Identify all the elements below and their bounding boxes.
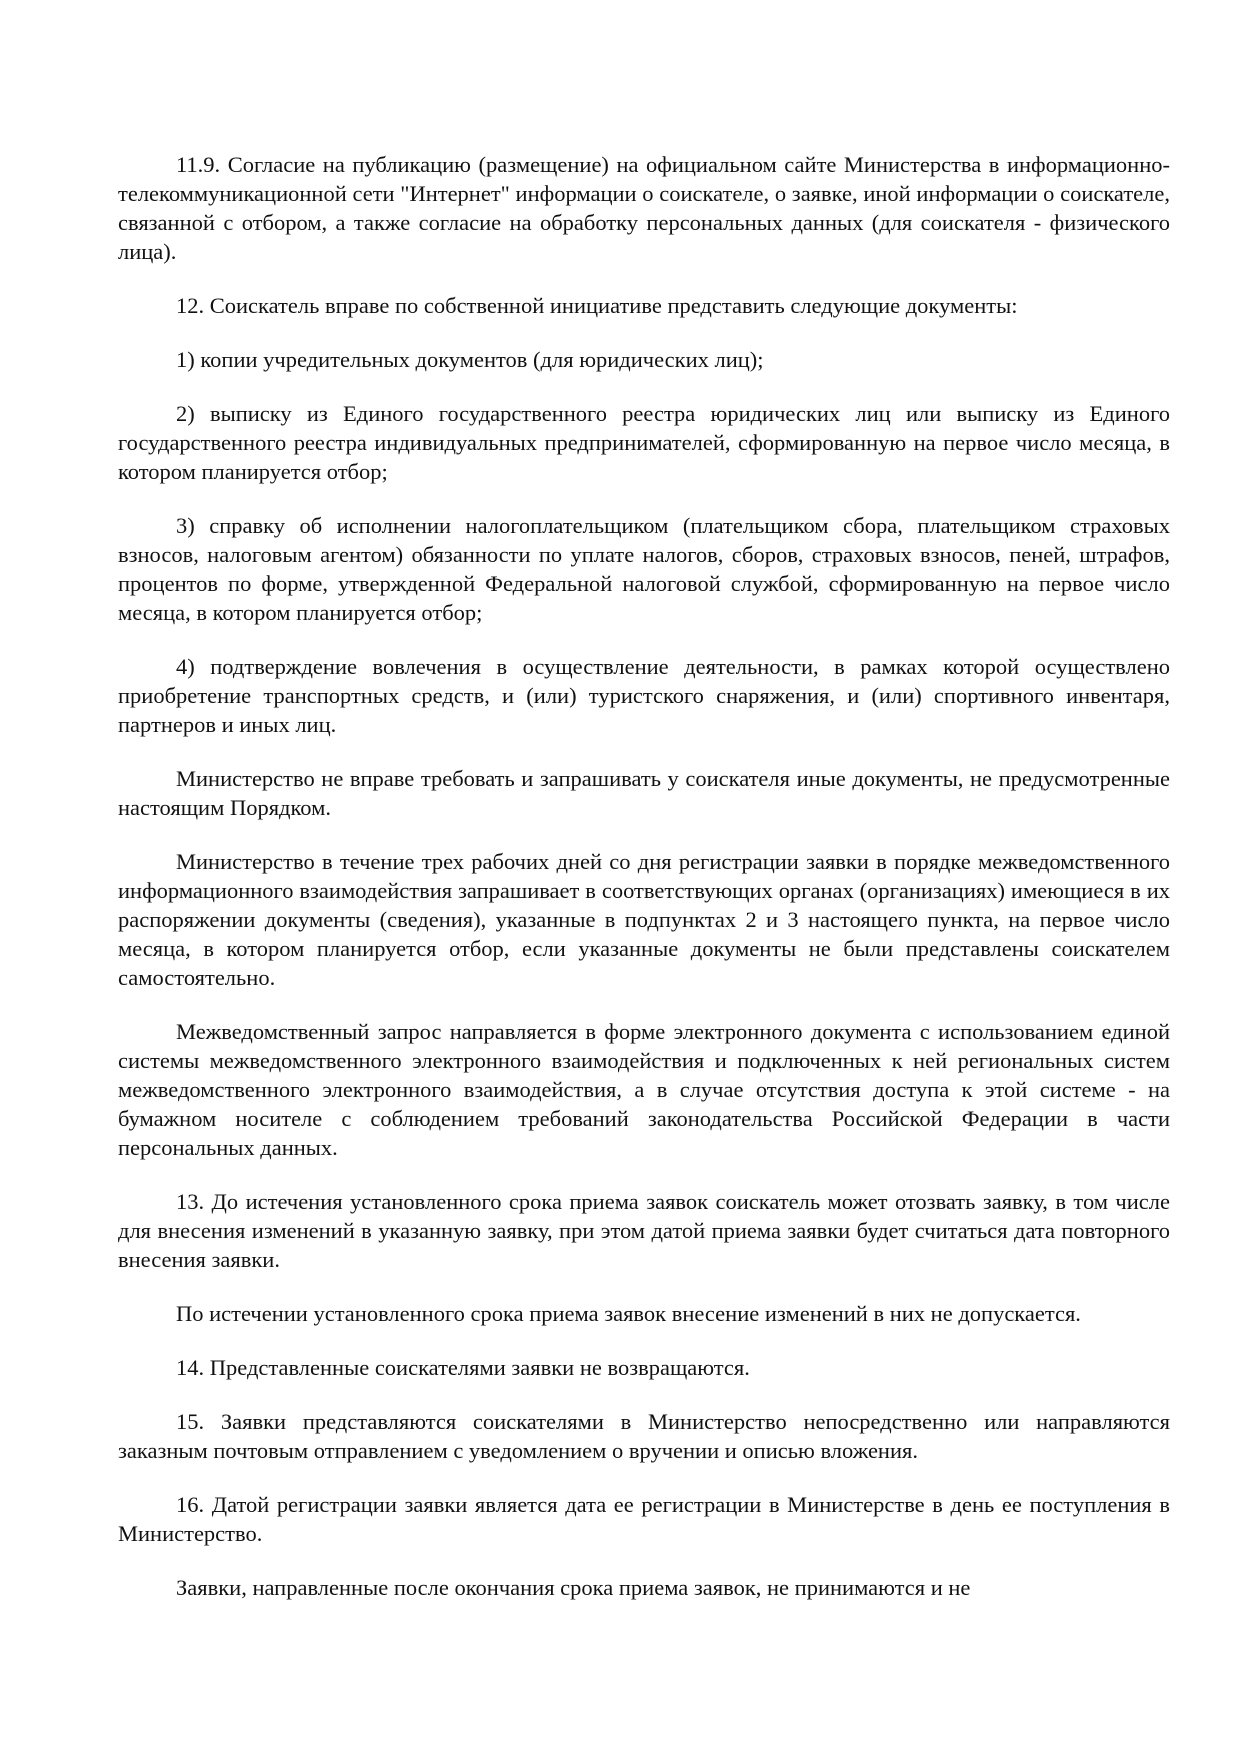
paragraph-13-no-changes: По истечении установленного срока приема заявок внесение изменений в них не допускается.: [176, 1301, 1081, 1326]
paragraph-11-9: 11.9. Согласие на публикацию (размещение) на официальном сайте Министерства в информационно-телекоммуникационной сети "Интернет" информации о соискателе, о заявке, иной информации о соискателе, связанной с отбором, а также согласие на обработку персональных данных (для соискателя - физического лица).: [118, 152, 1170, 264]
paragraph-late-applications: Заявки, направленные после окончания срока приема заявок, не принимаются и не: [176, 1575, 971, 1600]
paragraph-ministry-restriction: Министерство не вправе требовать и запрашивать у соискателя иные документы, не предусмотренные настоящим Порядком.: [118, 766, 1170, 820]
paragraph-12-item-3: 3) справку об исполнении налогоплательщиком (плательщиком сбора, плательщиком страховых взносов, налоговым агентом) обязанности по уплате налогов, сборов, страховых взносов, пеней, штрафов, процентов по форме, утвержденной Федеральной налоговой службой, сформированную на первое число месяца, в котором планируется отбор;: [118, 513, 1170, 625]
document-page: [118, 150, 1170, 1602]
paragraph-interagency-request: Межведомственный запрос направляется в форме электронного документа с использованием единой системы межведомственного электронного взаимодействия и подключенных к ней региональных систем межведомственного электронного взаимодействия, а в случае отсутствия доступа к этой системе - на бумажном носителе с соблюдением требований законодательства Российской Федерации в части персональных данных.: [118, 1019, 1170, 1160]
paragraph-15: 15. Заявки представляются соискателями в Министерство непосредственно или направляются заказным почтовым отправлением с уведомлением о вручении и описью вложения.: [118, 1409, 1170, 1463]
paragraph-16: 16. Датой регистрации заявки является дата ее регистрации в Министерстве в день ее поступления в Министерство.: [118, 1492, 1170, 1546]
paragraph-12: 12. Соискатель вправе по собственной инициативе представить следующие документы:: [176, 293, 1018, 318]
paragraph-12-item-1: 1) копии учредительных документов (для юридических лиц);: [176, 347, 764, 372]
paragraph-13: 13. До истечения установленного срока приема заявок соискатель может отозвать заявку, в том числе для внесения изменений в указанную заявку, при этом датой приема заявки будет считаться дата повторного внесения заявки.: [118, 1189, 1170, 1272]
paragraph-12-item-4: 4) подтверждение вовлечения в осуществление деятельности, в рамках которой осуществлено приобретение транспортных средств, и (или) туристского снаряжения, и (или) спортивного инвентаря, партнеров и иных лиц.: [118, 654, 1170, 737]
paragraph-14: 14. Представленные соискателями заявки не возвращаются.: [176, 1355, 750, 1380]
paragraph-ministry-request: Министерство в течение трех рабочих дней со дня регистрации заявки в порядке межведомственного информационного взаимодействия запрашивает в соответствующих органах (организациях) имеющиеся в их распоряжении документы (сведения), указанные в подпунктах 2 и 3 настоящего пункта, на первое число месяца, в котором планируется отбор, если указанные документы не были представлены соискателем самостоятельно.: [118, 849, 1170, 990]
paragraph-12-item-2: 2) выписку из Единого государственного реестра юридических лиц или выписку из Единого государственного реестра индивидуальных предпринимателей, сформированную на первое число месяца, в котором планируется отбор;: [118, 401, 1170, 484]
